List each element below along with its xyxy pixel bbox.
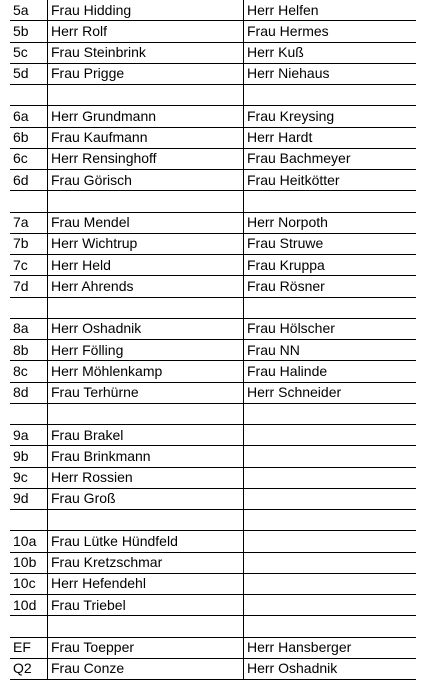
- class-cell: [10, 85, 48, 106]
- teacher-cell: Herr Grundmann: [48, 106, 244, 127]
- teacher-cell: Frau Brakel: [48, 425, 244, 446]
- class-cell: 6b: [10, 127, 48, 148]
- co-teacher-cell: Herr Helfen: [244, 0, 417, 21]
- co-teacher-cell: [244, 510, 417, 531]
- class-cell: 9a: [10, 425, 48, 446]
- class-cell: 9b: [10, 446, 48, 467]
- table-row: [10, 488, 416, 509]
- table-row: [10, 170, 416, 191]
- teacher-cell: Frau Triebel: [48, 595, 244, 616]
- table-row: [10, 233, 416, 254]
- teacher-cell: [48, 616, 244, 637]
- class-cell: Q2: [10, 658, 48, 679]
- class-cell: [10, 191, 48, 212]
- co-teacher-cell: Herr Niehaus: [244, 63, 417, 84]
- teacher-cell: [48, 510, 244, 531]
- teacher-cell: Frau Terhürne: [48, 382, 244, 403]
- co-teacher-cell: Frau Halinde: [244, 361, 417, 382]
- teacher-cell: [48, 297, 244, 318]
- co-teacher-cell: Herr Schneider: [244, 382, 417, 403]
- table-row: [10, 21, 416, 42]
- table-row: [10, 148, 416, 169]
- co-teacher-cell: [244, 425, 417, 446]
- co-teacher-cell: [244, 297, 417, 318]
- co-teacher-cell: [244, 446, 417, 467]
- table-row: [10, 595, 416, 616]
- class-cell: 7d: [10, 276, 48, 297]
- table-row: [10, 191, 416, 212]
- teacher-cell: Herr Oshadnik: [48, 318, 244, 339]
- teacher-cell: Herr Hefendehl: [48, 573, 244, 594]
- co-teacher-cell: Frau Heitkötter: [244, 170, 417, 191]
- table-row: [10, 361, 416, 382]
- class-cell: EF: [10, 637, 48, 658]
- table-row: [10, 297, 416, 318]
- table-row: [10, 382, 416, 403]
- teacher-cell: Frau Görisch: [48, 170, 244, 191]
- table-row: [10, 63, 416, 84]
- class-cell: [10, 616, 48, 637]
- co-teacher-cell: Frau Hermes: [244, 21, 417, 42]
- table-row: [10, 42, 416, 63]
- class-cell: 6d: [10, 170, 48, 191]
- table-row: [10, 467, 416, 488]
- teacher-cell: Herr Rossien: [48, 467, 244, 488]
- table-row: [10, 531, 416, 552]
- table-row: [10, 573, 416, 594]
- class-cell: 5c: [10, 42, 48, 63]
- teacher-cell: Herr Möhlenkamp: [48, 361, 244, 382]
- teacher-cell: [48, 403, 244, 424]
- class-cell: [10, 403, 48, 424]
- class-cell: 7a: [10, 212, 48, 233]
- teacher-cell: Herr Rensinghoff: [48, 148, 244, 169]
- class-cell: 5b: [10, 21, 48, 42]
- co-teacher-cell: [244, 403, 417, 424]
- teacher-cell: Frau Brinkmann: [48, 446, 244, 467]
- teacher-cell: Frau Kaufmann: [48, 127, 244, 148]
- class-cell: 9d: [10, 488, 48, 509]
- co-teacher-cell: Frau Kreysing: [244, 106, 417, 127]
- teacher-cell: Frau Steinbrink: [48, 42, 244, 63]
- class-cell: 8a: [10, 318, 48, 339]
- teacher-cell: [48, 191, 244, 212]
- class-cell: 6a: [10, 106, 48, 127]
- co-teacher-cell: Frau Hölscher: [244, 318, 417, 339]
- class-cell: 7c: [10, 255, 48, 276]
- co-teacher-cell: Frau Struwe: [244, 233, 417, 254]
- co-teacher-cell: [244, 191, 417, 212]
- table-row: [10, 446, 416, 467]
- co-teacher-cell: [244, 85, 417, 106]
- co-teacher-cell: [244, 573, 417, 594]
- class-cell: [10, 297, 48, 318]
- class-cell: 6c: [10, 148, 48, 169]
- teacher-cell: Frau Kretzschmar: [48, 552, 244, 573]
- class-cell: 5d: [10, 63, 48, 84]
- co-teacher-cell: Frau NN: [244, 340, 417, 361]
- co-teacher-cell: Herr Norpoth: [244, 212, 417, 233]
- co-teacher-cell: Frau Rösner: [244, 276, 417, 297]
- table-row: [10, 616, 416, 637]
- table-row: [10, 552, 416, 573]
- teacher-cell: Frau Toepper: [48, 637, 244, 658]
- teacher-cell: Herr Rolf: [48, 21, 244, 42]
- table-row: [10, 85, 416, 106]
- class-teacher-table: [10, 0, 416, 680]
- table-row: [10, 510, 416, 531]
- class-cell: 10d: [10, 595, 48, 616]
- co-teacher-cell: [244, 531, 417, 552]
- class-cell: 5a: [10, 0, 48, 21]
- teacher-cell: Frau Prigge: [48, 63, 244, 84]
- class-cell: 8d: [10, 382, 48, 403]
- class-cell: 10c: [10, 573, 48, 594]
- table-row: [10, 403, 416, 424]
- class-cell: 9c: [10, 467, 48, 488]
- table-row: [10, 255, 416, 276]
- class-cell: 7b: [10, 233, 48, 254]
- teacher-cell: Frau Conze: [48, 658, 244, 679]
- class-cell: 8b: [10, 340, 48, 361]
- table-row: [10, 212, 416, 233]
- table-row: [10, 127, 416, 148]
- co-teacher-cell: Herr Hansberger: [244, 637, 417, 658]
- co-teacher-cell: Herr Hardt: [244, 127, 417, 148]
- teacher-cell: Herr Fölling: [48, 340, 244, 361]
- class-cell: 10b: [10, 552, 48, 573]
- teacher-cell: Frau Mendel: [48, 212, 244, 233]
- table-row: [10, 340, 416, 361]
- teacher-cell: Frau Lütke Hündfeld: [48, 531, 244, 552]
- teacher-cell: Herr Ahrends: [48, 276, 244, 297]
- table-row: [10, 637, 416, 658]
- teacher-cell: Herr Held: [48, 255, 244, 276]
- table-row: [10, 0, 416, 21]
- table-row: [10, 658, 416, 679]
- teacher-cell: [48, 85, 244, 106]
- table-row: [10, 106, 416, 127]
- class-cell: 8c: [10, 361, 48, 382]
- co-teacher-cell: Frau Kruppa: [244, 255, 417, 276]
- co-teacher-cell: [244, 552, 417, 573]
- co-teacher-cell: Frau Bachmeyer: [244, 148, 417, 169]
- teacher-cell: Frau Groß: [48, 488, 244, 509]
- table-row: [10, 318, 416, 339]
- co-teacher-cell: [244, 595, 417, 616]
- co-teacher-cell: [244, 467, 417, 488]
- teacher-cell: Frau Hidding: [48, 0, 244, 21]
- table-row: [10, 425, 416, 446]
- co-teacher-cell: [244, 488, 417, 509]
- class-cell: 10a: [10, 531, 48, 552]
- co-teacher-cell: Herr Kuß: [244, 42, 417, 63]
- co-teacher-cell: Herr Oshadnik: [244, 658, 417, 679]
- co-teacher-cell: [244, 616, 417, 637]
- teacher-cell: Herr Wichtrup: [48, 233, 244, 254]
- class-teacher-table-body: [10, 0, 416, 680]
- class-cell: [10, 510, 48, 531]
- table-row: [10, 276, 416, 297]
